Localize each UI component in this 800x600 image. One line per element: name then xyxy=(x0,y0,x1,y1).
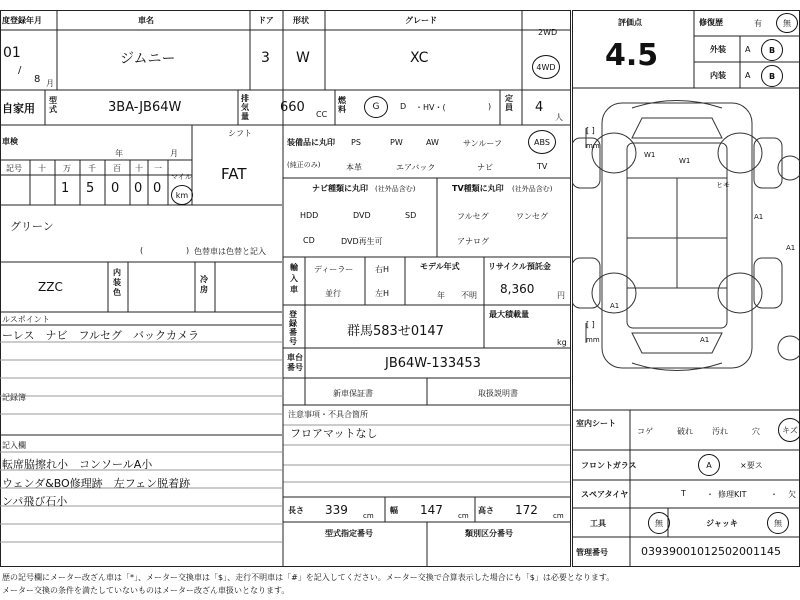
sales-points-value: ーレス ナビ フルセグ バックカメラ xyxy=(2,329,200,342)
equipment-label: 装備品に丸印 xyxy=(287,138,335,147)
grade-value: XC xyxy=(410,50,429,66)
interior-b: B xyxy=(768,71,776,81)
mgmt-number-label: 管理番号 xyxy=(576,548,608,557)
shift-value: FAT xyxy=(221,165,247,183)
seat-burn: コゲ xyxy=(637,427,653,436)
mile-label: マイル xyxy=(171,173,192,181)
import-parallel: 並行 xyxy=(325,289,341,298)
km-circle xyxy=(171,185,193,205)
chassis-value: JB64W-133453 xyxy=(385,356,481,371)
displacement-value: 660 xyxy=(280,100,305,115)
equip-navi: ナビ xyxy=(477,163,493,172)
color-code: ZZC xyxy=(38,280,63,294)
fuel-close: ) xyxy=(488,102,492,111)
width-label: 幅 xyxy=(390,506,398,515)
reg-month-slash: / xyxy=(18,65,22,76)
repair-history-label: 修復歴 xyxy=(699,18,723,27)
recycle-value: 8,360 xyxy=(500,282,535,296)
interior-a: A xyxy=(745,71,751,80)
car-name: ジムニー xyxy=(120,51,176,67)
equip-ps: PS xyxy=(351,138,361,147)
notes-value: フロアマットなし xyxy=(290,427,378,440)
digit-label-3: 百 xyxy=(113,164,121,173)
remarks-label: 記入欄 xyxy=(2,441,26,450)
displacement-label: 排気量 xyxy=(241,94,249,121)
person-unit: 人 xyxy=(555,113,563,122)
digit-label-4: 十 xyxy=(135,164,143,173)
equip-tv: TV xyxy=(537,162,548,171)
registration-label: 登録番号 xyxy=(289,310,297,346)
sales-points-label: ルスポイント xyxy=(2,315,50,324)
interior-label: 内装 xyxy=(710,71,726,80)
capacity-label: 定員 xyxy=(505,94,513,112)
max-load-label: 最大積載量 xyxy=(489,310,529,319)
spare-dot: ・ xyxy=(706,490,714,499)
seat-tear: 破れ xyxy=(677,427,693,436)
tv-label: TV種類に丸印 xyxy=(452,184,504,193)
notes-label: 注意事項・不具合箇所 xyxy=(288,410,368,419)
digit-label-1: 万 xyxy=(63,164,71,173)
tv-sub: (社外品含む) xyxy=(512,185,553,193)
fuel-g-circle xyxy=(364,96,388,118)
exterior-b-circle xyxy=(761,39,783,61)
mileage-digit: 0 xyxy=(111,181,120,196)
reg-month: 8 xyxy=(34,74,41,85)
navi-sd: SD xyxy=(405,211,417,220)
mileage-digit: 5 xyxy=(86,181,95,196)
color-note: 色替車は色替と記入 xyxy=(194,247,266,256)
interior-b-circle xyxy=(761,65,783,87)
color-note-paren: ( xyxy=(140,246,144,255)
length-cm: cm xyxy=(363,512,374,520)
doors-label: ドア xyxy=(258,16,274,25)
shape-label: 形状 xyxy=(293,16,309,25)
car-diagram xyxy=(572,88,800,410)
digit-label-5: 一 xyxy=(154,164,162,173)
equip-aw: AW xyxy=(426,138,439,147)
model-year-label: モデル年式 xyxy=(420,262,460,271)
model-year-unit: 年 xyxy=(437,291,445,300)
score-label: 評価点 xyxy=(618,18,642,27)
tools-label: 工具 xyxy=(590,519,606,528)
capacity-value: 4 xyxy=(535,100,544,115)
remark-line: 転席脇擦れ小 コンソールA小 xyxy=(2,458,153,471)
jack-none: 無 xyxy=(774,518,782,528)
inspection-year: 年 xyxy=(115,149,123,158)
import-left-h: 左H xyxy=(375,289,390,298)
tv-oneseg: ワンセグ xyxy=(516,212,548,221)
windshield-a-circle xyxy=(698,454,720,476)
tv-analog: アナログ xyxy=(457,237,489,246)
grade-label: グレード xyxy=(405,16,437,25)
damage-mark: A1 xyxy=(786,244,796,252)
inspection-month: 月 xyxy=(170,149,178,158)
spare-dot: ・ xyxy=(770,490,778,499)
reg-year-label: 度登録年月 xyxy=(2,16,42,25)
seat-scratch-circle xyxy=(778,418,800,442)
equip-sunroof: サンルーフ xyxy=(463,139,502,148)
inspection-label: 車検 xyxy=(2,137,18,146)
tools-none-circle xyxy=(648,512,670,534)
damage-mark: W1 xyxy=(644,151,656,159)
interior-seat-label: 室内シート xyxy=(576,419,616,428)
jack-label: ジャッキ xyxy=(706,519,738,528)
width-value: 147 xyxy=(420,503,443,517)
color-note-close: ) xyxy=(186,246,190,255)
kg-unit: kg xyxy=(557,338,567,347)
drive-4wd: 4WD xyxy=(536,62,556,72)
height-label: 高さ xyxy=(478,506,494,515)
exterior-label: 外装 xyxy=(710,45,726,54)
record-book: 記録簿 xyxy=(2,393,26,402)
mm-bracket: [ ] xyxy=(586,320,595,329)
navi-label: ナビ種類に丸印 xyxy=(312,184,368,193)
height-value: 172 xyxy=(515,503,538,517)
navi-hdd: HDD xyxy=(300,211,319,220)
digit-label-2: 千 xyxy=(88,164,96,173)
navi-dvd: DVD xyxy=(353,211,371,220)
shift-label: シフト xyxy=(228,129,252,138)
type-designation-label: 型式指定番号 xyxy=(325,529,373,538)
drive-2wd: 2WD xyxy=(538,28,558,37)
month-unit: 月 xyxy=(46,79,54,88)
fuel-label: 燃料 xyxy=(338,96,346,114)
seat-stain: 汚れ xyxy=(712,427,728,436)
equip-abs: ABS xyxy=(534,137,550,147)
owner-manual: 取扱説明書 xyxy=(478,389,518,398)
equip-leather: 本革 xyxy=(346,163,362,172)
new-car-warranty: 新車保証書 xyxy=(333,389,373,398)
windshield-replace: ×要ス xyxy=(740,461,763,470)
footer-note-1: 歴の記号欄にメーター改ざん車は「*」、メーター交換車は「$」、走行不明車は「#」を記入してください。メーター交換で合算表示した場合にも「$」は必要となります。 xyxy=(2,573,615,582)
spare-kit: 修理KIT xyxy=(718,490,747,499)
repair-no-circle xyxy=(776,13,798,33)
repair-yes: 有 xyxy=(754,19,762,28)
mm-bracket: [ ] xyxy=(586,126,595,135)
class-number-label: 類別区分番号 xyxy=(465,529,513,538)
repair-no: 無 xyxy=(783,18,791,28)
mileage-digit: 1 xyxy=(61,181,70,196)
model-value: 3BA-JB64W xyxy=(108,100,182,115)
equipment-sub: (純正のみ) xyxy=(287,161,321,169)
footer-note-2: メーター交換の条件を満たしていないものはメーター改ざん車扱いとなります。 xyxy=(2,586,290,595)
mm-label: mm xyxy=(586,142,600,150)
fuel-d: D xyxy=(400,102,407,111)
import-dealer: ディーラー xyxy=(314,265,354,274)
exterior-a: A xyxy=(745,45,751,54)
recycle-label: リサイクル預託金 xyxy=(488,262,551,271)
tools-none: 無 xyxy=(655,518,663,528)
mileage-digit: 0 xyxy=(134,181,143,196)
mgmt-number: 039390010125020011​45 xyxy=(641,545,781,558)
fuel-g: G xyxy=(372,102,380,112)
model-label: 型式 xyxy=(49,96,57,114)
height-cm: cm xyxy=(553,512,564,520)
tv-fullseg: フルセグ xyxy=(457,212,489,221)
digit-label-0: 十 xyxy=(38,164,46,173)
equip-pw: PW xyxy=(390,138,403,147)
model-year-unknown: 不明 xyxy=(461,291,477,300)
remark-line: ンパ飛び石小 xyxy=(2,495,68,508)
mm-label: mm xyxy=(586,336,600,344)
score-value: 4.5 xyxy=(605,38,659,73)
exterior-b: B xyxy=(768,45,776,55)
interior-color-label: 内装色 xyxy=(113,268,121,297)
remark-line: ウェンダ&BO修理跡 左フェン脱着跡 xyxy=(2,477,191,490)
cc-unit: CC xyxy=(316,110,328,119)
navi-cd: CD xyxy=(303,236,315,245)
windshield-label: フロントガラス xyxy=(581,461,637,470)
equip-airbag: エアバック xyxy=(396,163,436,172)
damage-mark: A1 xyxy=(754,213,764,221)
usage: 自家用 xyxy=(2,102,35,115)
navi-sub: (社外品含む) xyxy=(375,185,416,193)
drive-4wd-circle xyxy=(532,55,560,79)
spare-missing: 欠 xyxy=(788,490,796,499)
import-right-h: 右H xyxy=(375,265,390,274)
chassis-label: 車台番号 xyxy=(287,353,303,372)
damage-mark: A1 xyxy=(700,336,710,344)
ac-label: 冷房 xyxy=(200,275,208,294)
navi-dvd-play: DVD再生可 xyxy=(341,237,383,246)
car-name-label: 車名 xyxy=(138,16,154,25)
fuel-hv: ・HV・( xyxy=(415,103,446,112)
jack-none-circle xyxy=(767,512,789,534)
yen-unit: 円 xyxy=(557,291,565,300)
mileage-digit: 0 xyxy=(153,181,162,196)
seat-hole: 穴 xyxy=(752,427,760,436)
damage-mark: ヒモ xyxy=(716,181,730,189)
reg-year: 01 xyxy=(3,45,21,61)
windshield-a: A xyxy=(706,460,712,470)
shape-value: W xyxy=(296,50,310,66)
doors-value: 3 xyxy=(261,50,270,66)
import-label: 輸入車 xyxy=(290,263,298,294)
seat-scratch: キズ xyxy=(782,425,798,435)
registration-value: 群馬583せ0147 xyxy=(347,324,444,339)
length-value: 339 xyxy=(325,503,348,517)
equip-abs-circle xyxy=(528,130,556,154)
length-label: 長さ xyxy=(288,506,304,515)
damage-mark: W1 xyxy=(679,157,691,165)
spare-tire-label: スペアタイヤ xyxy=(581,490,629,499)
spare-t: T xyxy=(681,489,686,498)
damage-mark: A1 xyxy=(610,302,620,310)
width-cm: cm xyxy=(458,512,469,520)
km-label: km xyxy=(175,190,189,200)
mileage-label: 記号 xyxy=(6,164,22,173)
color-value: グリーン xyxy=(10,220,54,233)
